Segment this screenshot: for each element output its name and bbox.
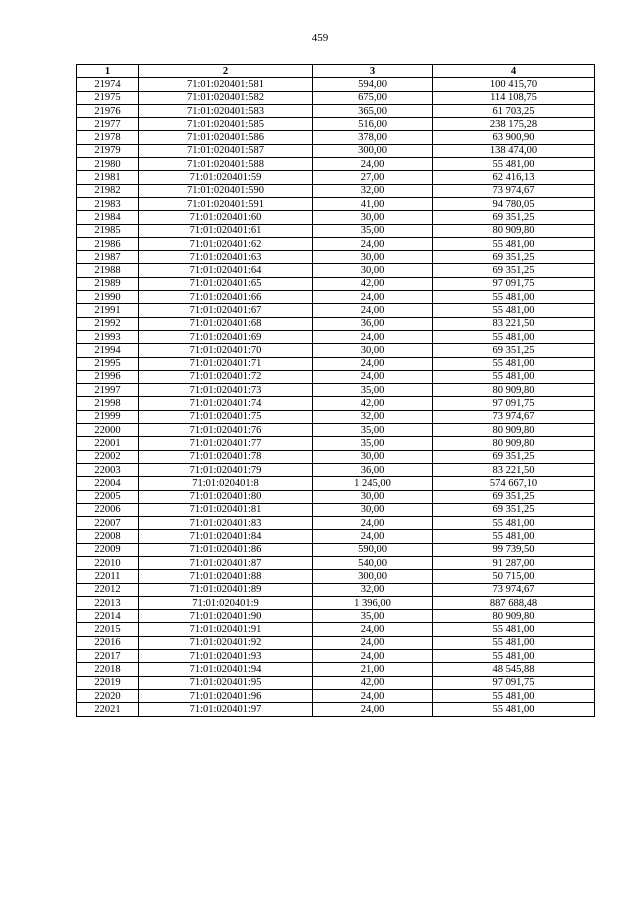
- column-header: 2: [139, 65, 313, 78]
- row-number-cell: 22017: [77, 650, 139, 663]
- cadastral-number-cell: 71:01:020401:8: [139, 477, 313, 490]
- value-cell: 80 909,80: [433, 437, 595, 450]
- table-row: [77, 636, 595, 649]
- cadastral-number-cell: 71:01:020401:585: [139, 118, 313, 131]
- value-cell: 55 481,00: [433, 237, 595, 250]
- area-cell: 36,00: [313, 463, 433, 476]
- area-cell: 35,00: [313, 224, 433, 237]
- cadastral-number-cell: 71:01:020401:60: [139, 211, 313, 224]
- row-number-cell: 21991: [77, 304, 139, 317]
- value-cell: 80 909,80: [433, 384, 595, 397]
- cadastral-number-cell: 71:01:020401:591: [139, 197, 313, 210]
- table-row: [77, 463, 595, 476]
- table-row: [77, 277, 595, 290]
- area-cell: 27,00: [313, 171, 433, 184]
- value-cell: 83 221,50: [433, 317, 595, 330]
- area-cell: 42,00: [313, 277, 433, 290]
- cadastral-number-cell: 71:01:020401:59: [139, 171, 313, 184]
- table-row: [77, 251, 595, 264]
- value-cell: 69 351,25: [433, 490, 595, 503]
- value-cell: 574 667,10: [433, 477, 595, 490]
- cadastral-number-cell: 71:01:020401:91: [139, 623, 313, 636]
- value-cell: 55 481,00: [433, 703, 595, 716]
- area-cell: 41,00: [313, 197, 433, 210]
- table-row: [77, 703, 595, 716]
- cadastral-number-cell: 71:01:020401:69: [139, 330, 313, 343]
- table-row: [77, 104, 595, 117]
- row-number-cell: 22005: [77, 490, 139, 503]
- cadastral-number-cell: 71:01:020401:76: [139, 424, 313, 437]
- value-cell: 69 351,25: [433, 211, 595, 224]
- table-row: [77, 304, 595, 317]
- row-number-cell: 21999: [77, 410, 139, 423]
- cadastral-number-cell: 71:01:020401:590: [139, 184, 313, 197]
- area-cell: 24,00: [313, 530, 433, 543]
- value-cell: 69 351,25: [433, 264, 595, 277]
- column-header: 3: [313, 65, 433, 78]
- row-number-cell: 22014: [77, 610, 139, 623]
- table-row: [77, 517, 595, 530]
- area-cell: 675,00: [313, 91, 433, 104]
- table-row: [77, 144, 595, 157]
- area-cell: 24,00: [313, 517, 433, 530]
- cadastral-number-cell: 71:01:020401:581: [139, 78, 313, 91]
- row-number-cell: 21974: [77, 78, 139, 91]
- value-cell: 69 351,25: [433, 344, 595, 357]
- value-cell: 55 481,00: [433, 530, 595, 543]
- value-cell: 887 688,48: [433, 596, 595, 609]
- value-cell: 55 481,00: [433, 291, 595, 304]
- area-cell: 24,00: [313, 304, 433, 317]
- row-number-cell: 22019: [77, 676, 139, 689]
- row-number-cell: 21994: [77, 344, 139, 357]
- area-cell: 24,00: [313, 357, 433, 370]
- area-cell: 300,00: [313, 144, 433, 157]
- table-row: [77, 410, 595, 423]
- cadastral-number-cell: 71:01:020401:67: [139, 304, 313, 317]
- table-row: [77, 556, 595, 569]
- row-number-cell: 22011: [77, 570, 139, 583]
- value-cell: 55 481,00: [433, 158, 595, 171]
- value-cell: 80 909,80: [433, 224, 595, 237]
- row-number-cell: 21976: [77, 104, 139, 117]
- row-number-cell: 21983: [77, 197, 139, 210]
- table-row: [77, 490, 595, 503]
- area-cell: 24,00: [313, 291, 433, 304]
- area-cell: 32,00: [313, 583, 433, 596]
- value-cell: 55 481,00: [433, 357, 595, 370]
- area-cell: 30,00: [313, 264, 433, 277]
- table-row: [77, 131, 595, 144]
- table-row: [77, 184, 595, 197]
- area-cell: 540,00: [313, 556, 433, 569]
- row-number-cell: 21981: [77, 171, 139, 184]
- row-number-cell: 21986: [77, 237, 139, 250]
- table-row: [77, 237, 595, 250]
- cadastral-number-cell: 71:01:020401:90: [139, 610, 313, 623]
- value-cell: 114 108,75: [433, 91, 595, 104]
- area-cell: 35,00: [313, 437, 433, 450]
- cadastral-number-cell: 71:01:020401:97: [139, 703, 313, 716]
- cadastral-number-cell: 71:01:020401:70: [139, 344, 313, 357]
- row-number-cell: 22010: [77, 556, 139, 569]
- row-number-cell: 21975: [77, 91, 139, 104]
- row-number-cell: 21978: [77, 131, 139, 144]
- value-cell: 63 900,90: [433, 131, 595, 144]
- table-row: [77, 689, 595, 702]
- table-header-row: [77, 65, 595, 78]
- cadastral-number-cell: 71:01:020401:83: [139, 517, 313, 530]
- area-cell: 32,00: [313, 410, 433, 423]
- area-cell: 35,00: [313, 384, 433, 397]
- row-number-cell: 21982: [77, 184, 139, 197]
- row-number-cell: 22000: [77, 424, 139, 437]
- row-number-cell: 21990: [77, 291, 139, 304]
- value-cell: 73 974,67: [433, 410, 595, 423]
- area-cell: 21,00: [313, 663, 433, 676]
- value-cell: 69 351,25: [433, 503, 595, 516]
- table-row: [77, 330, 595, 343]
- column-header: 1: [77, 65, 139, 78]
- area-cell: 32,00: [313, 184, 433, 197]
- row-number-cell: 22018: [77, 663, 139, 676]
- table-row: [77, 370, 595, 383]
- row-number-cell: 22007: [77, 517, 139, 530]
- cadastral-number-cell: 71:01:020401:64: [139, 264, 313, 277]
- row-number-cell: 21993: [77, 330, 139, 343]
- cadastral-number-cell: 71:01:020401:79: [139, 463, 313, 476]
- row-number-cell: 22002: [77, 450, 139, 463]
- value-cell: 48 545,88: [433, 663, 595, 676]
- value-cell: 91 287,00: [433, 556, 595, 569]
- cadastral-number-cell: 71:01:020401:93: [139, 650, 313, 663]
- cadastral-number-cell: 71:01:020401:94: [139, 663, 313, 676]
- row-number-cell: 21979: [77, 144, 139, 157]
- value-cell: 69 351,25: [433, 251, 595, 264]
- value-cell: 55 481,00: [433, 623, 595, 636]
- table-row: [77, 596, 595, 609]
- cadastral-number-cell: 71:01:020401:78: [139, 450, 313, 463]
- row-number-cell: 21992: [77, 317, 139, 330]
- cadastral-number-cell: 71:01:020401:9: [139, 596, 313, 609]
- column-header: 4: [433, 65, 595, 78]
- area-cell: 378,00: [313, 131, 433, 144]
- area-cell: 24,00: [313, 158, 433, 171]
- value-cell: 80 909,80: [433, 610, 595, 623]
- table-row: [77, 650, 595, 663]
- area-cell: 30,00: [313, 450, 433, 463]
- cadastral-number-cell: 71:01:020401:587: [139, 144, 313, 157]
- table-row: [77, 583, 595, 596]
- cadastral-number-cell: 71:01:020401:81: [139, 503, 313, 516]
- table-row: [77, 676, 595, 689]
- table-row: [77, 291, 595, 304]
- area-cell: 1 245,00: [313, 477, 433, 490]
- area-cell: 1 396,00: [313, 596, 433, 609]
- cadastral-number-cell: 71:01:020401:583: [139, 104, 313, 117]
- cadastral-number-cell: 71:01:020401:87: [139, 556, 313, 569]
- row-number-cell: 22003: [77, 463, 139, 476]
- table-row: [77, 543, 595, 556]
- value-cell: 50 715,00: [433, 570, 595, 583]
- area-cell: 516,00: [313, 118, 433, 131]
- row-number-cell: 21977: [77, 118, 139, 131]
- area-cell: 30,00: [313, 211, 433, 224]
- area-cell: 42,00: [313, 676, 433, 689]
- row-number-cell: 22012: [77, 583, 139, 596]
- table-row: [77, 424, 595, 437]
- cadastral-number-cell: 71:01:020401:96: [139, 689, 313, 702]
- value-cell: 99 739,50: [433, 543, 595, 556]
- row-number-cell: 22008: [77, 530, 139, 543]
- cadastral-number-cell: 71:01:020401:73: [139, 384, 313, 397]
- value-cell: 55 481,00: [433, 689, 595, 702]
- cadastral-number-cell: 71:01:020401:72: [139, 370, 313, 383]
- area-cell: 365,00: [313, 104, 433, 117]
- value-cell: 73 974,67: [433, 184, 595, 197]
- table-row: [77, 78, 595, 91]
- value-cell: 97 091,75: [433, 397, 595, 410]
- row-number-cell: 21985: [77, 224, 139, 237]
- table-row: [77, 437, 595, 450]
- value-cell: 55 481,00: [433, 650, 595, 663]
- value-cell: 97 091,75: [433, 277, 595, 290]
- row-number-cell: 22004: [77, 477, 139, 490]
- value-cell: 61 703,25: [433, 104, 595, 117]
- table-row: [77, 264, 595, 277]
- cadastral-number-cell: 71:01:020401:61: [139, 224, 313, 237]
- value-cell: 55 481,00: [433, 330, 595, 343]
- area-cell: 24,00: [313, 237, 433, 250]
- cadastral-number-cell: 71:01:020401:95: [139, 676, 313, 689]
- table-row: [77, 623, 595, 636]
- row-number-cell: 22006: [77, 503, 139, 516]
- value-cell: 62 416,13: [433, 171, 595, 184]
- table-row: [77, 224, 595, 237]
- row-number-cell: 22020: [77, 689, 139, 702]
- table-row: [77, 317, 595, 330]
- cadastral-number-cell: 71:01:020401:68: [139, 317, 313, 330]
- value-cell: 69 351,25: [433, 450, 595, 463]
- row-number-cell: 21997: [77, 384, 139, 397]
- value-cell: 55 481,00: [433, 636, 595, 649]
- area-cell: 42,00: [313, 397, 433, 410]
- table-row: [77, 171, 595, 184]
- table-row: [77, 570, 595, 583]
- row-number-cell: 21996: [77, 370, 139, 383]
- area-cell: 35,00: [313, 610, 433, 623]
- row-number-cell: 21998: [77, 397, 139, 410]
- value-cell: 238 175,28: [433, 118, 595, 131]
- row-number-cell: 21980: [77, 158, 139, 171]
- area-cell: 594,00: [313, 78, 433, 91]
- table-row: [77, 530, 595, 543]
- page-number: 459: [311, 32, 329, 44]
- cadastral-number-cell: 71:01:020401:89: [139, 583, 313, 596]
- row-number-cell: 21987: [77, 251, 139, 264]
- cadastral-number-cell: 71:01:020401:71: [139, 357, 313, 370]
- area-cell: 24,00: [313, 370, 433, 383]
- cadastral-number-cell: 71:01:020401:65: [139, 277, 313, 290]
- value-cell: 73 974,67: [433, 583, 595, 596]
- value-cell: 100 415,70: [433, 78, 595, 91]
- area-cell: 35,00: [313, 424, 433, 437]
- row-number-cell: 22021: [77, 703, 139, 716]
- cadastral-number-cell: 71:01:020401:75: [139, 410, 313, 423]
- table-row: [77, 450, 595, 463]
- cadastral-number-cell: 71:01:020401:84: [139, 530, 313, 543]
- area-cell: 30,00: [313, 503, 433, 516]
- cadastral-number-cell: 71:01:020401:588: [139, 158, 313, 171]
- value-cell: 55 481,00: [433, 304, 595, 317]
- cadastral-number-cell: 71:01:020401:80: [139, 490, 313, 503]
- area-cell: 24,00: [313, 330, 433, 343]
- area-cell: 24,00: [313, 623, 433, 636]
- cadastral-number-cell: 71:01:020401:62: [139, 237, 313, 250]
- row-number-cell: 22016: [77, 636, 139, 649]
- table-row: [77, 477, 595, 490]
- row-number-cell: 22001: [77, 437, 139, 450]
- table-row: [77, 397, 595, 410]
- value-cell: 94 780,05: [433, 197, 595, 210]
- row-number-cell: 22015: [77, 623, 139, 636]
- area-cell: 24,00: [313, 636, 433, 649]
- row-number-cell: 22009: [77, 543, 139, 556]
- table-row: [77, 158, 595, 171]
- cadastral-number-cell: 71:01:020401:66: [139, 291, 313, 304]
- cadastral-number-cell: 71:01:020401:86: [139, 543, 313, 556]
- table-row: [77, 384, 595, 397]
- value-cell: 83 221,50: [433, 463, 595, 476]
- table-row: [77, 357, 595, 370]
- table-row: [77, 503, 595, 516]
- value-cell: 80 909,80: [433, 424, 595, 437]
- cadastral-number-cell: 71:01:020401:63: [139, 251, 313, 264]
- value-cell: 97 091,75: [433, 676, 595, 689]
- data-table: [76, 64, 595, 717]
- table-row: [77, 197, 595, 210]
- cadastral-number-cell: 71:01:020401:582: [139, 91, 313, 104]
- table-row: [77, 118, 595, 131]
- row-number-cell: 21989: [77, 277, 139, 290]
- value-cell: 138 474,00: [433, 144, 595, 157]
- table-row: [77, 211, 595, 224]
- area-cell: 24,00: [313, 650, 433, 663]
- area-cell: 24,00: [313, 689, 433, 702]
- table-row: [77, 344, 595, 357]
- area-cell: 300,00: [313, 570, 433, 583]
- area-cell: 590,00: [313, 543, 433, 556]
- row-number-cell: 22013: [77, 596, 139, 609]
- cadastral-number-cell: 71:01:020401:77: [139, 437, 313, 450]
- table-row: [77, 610, 595, 623]
- area-cell: 30,00: [313, 251, 433, 264]
- cadastral-number-cell: 71:01:020401:92: [139, 636, 313, 649]
- table-body: [77, 78, 595, 716]
- row-number-cell: 21984: [77, 211, 139, 224]
- value-cell: 55 481,00: [433, 517, 595, 530]
- area-cell: 30,00: [313, 344, 433, 357]
- cadastral-number-cell: 71:01:020401:586: [139, 131, 313, 144]
- cadastral-number-cell: 71:01:020401:88: [139, 570, 313, 583]
- area-cell: 30,00: [313, 490, 433, 503]
- row-number-cell: 21988: [77, 264, 139, 277]
- area-cell: 36,00: [313, 317, 433, 330]
- row-number-cell: 21995: [77, 357, 139, 370]
- area-cell: 24,00: [313, 703, 433, 716]
- table-row: [77, 663, 595, 676]
- value-cell: 55 481,00: [433, 370, 595, 383]
- table-row: [77, 91, 595, 104]
- cadastral-number-cell: 71:01:020401:74: [139, 397, 313, 410]
